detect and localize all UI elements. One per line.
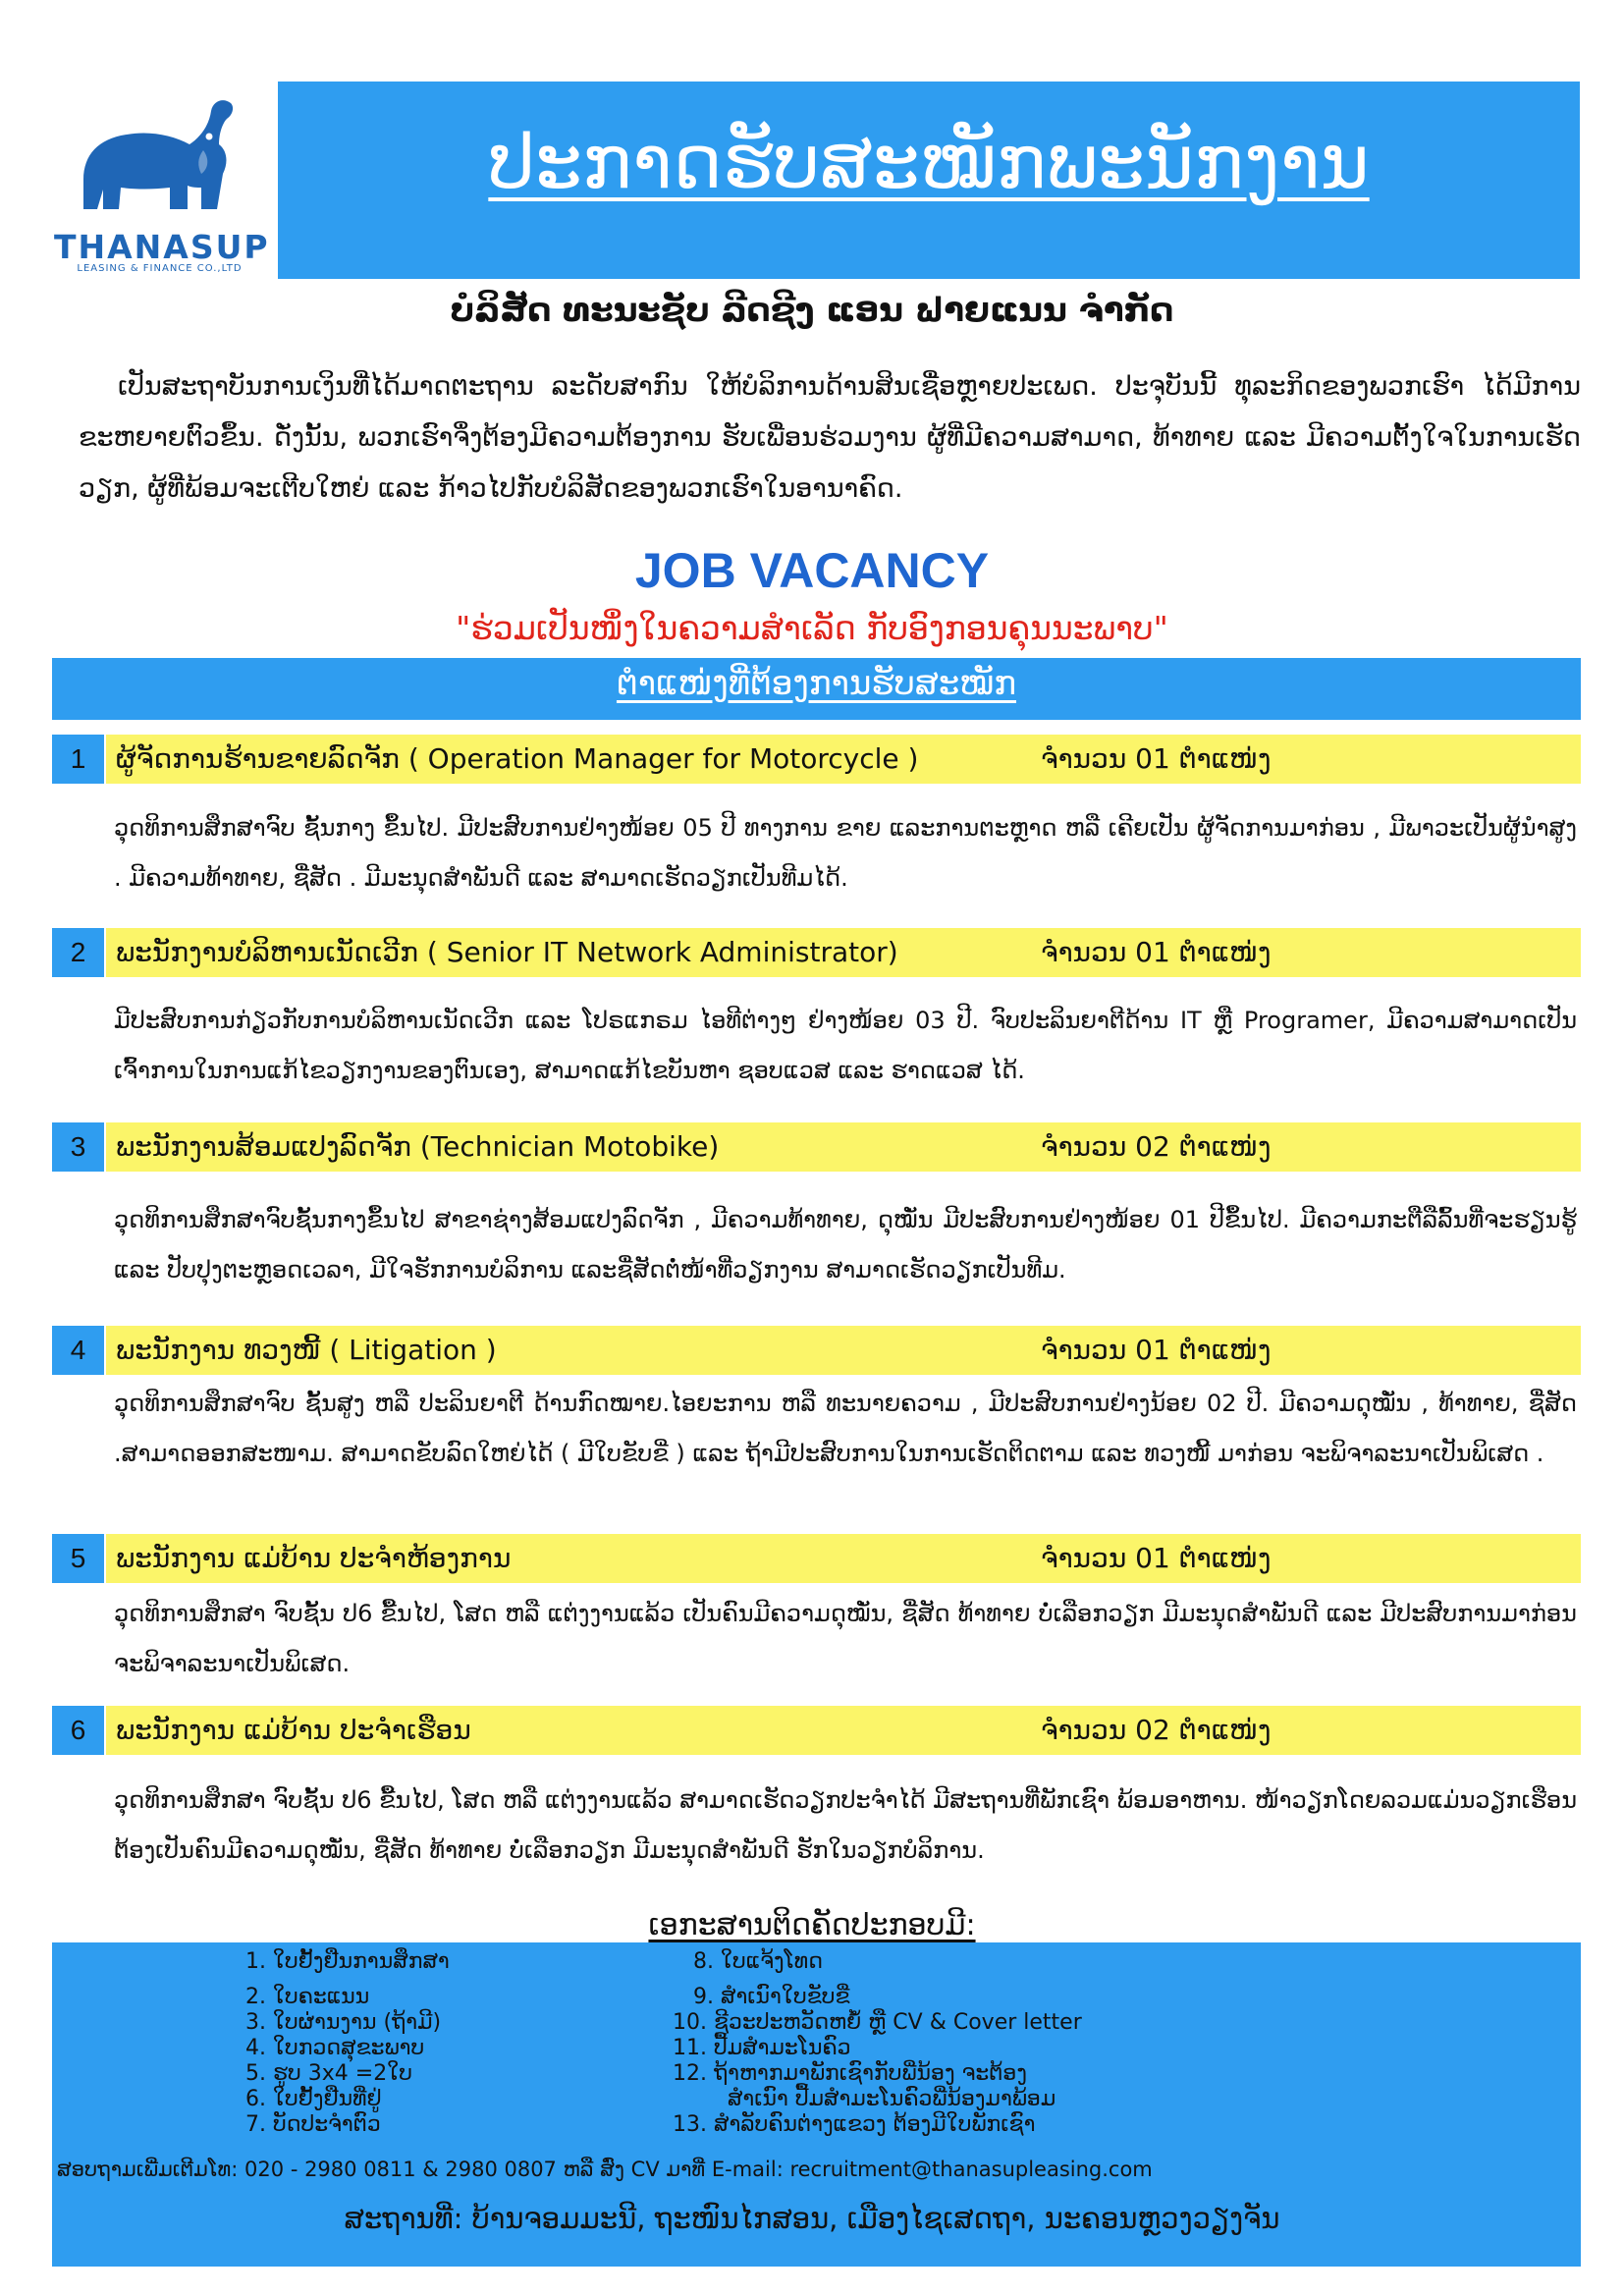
job-description: ວຸດທິການສຶກສາຈົບ ຊັ້ນສູງ ຫລື ປະລິນຍາຕີ ດ້ານກົດໝາຍ.ໄອຍະການ ຫລື ທະນາຍຄວາມ , ມີປະສົບການຢ່າງນ້ອຍ 02 ປີ. ມີຄວາມດຸໝັ່ນ , ທ້າທາຍ, ຊື່ສັດ .ສາມາດອອກສະໜາມ. ສາມາດຂັບລົດໃຫຍ່ໄດ້ ( ມີໃບຂັບຂີ່ ) ແລະ ຖ້າມີປະສົບການໃນການເຮັດຕິດຕາມ ແລະ ທວງໜີ້ ມາກ່ອນ ຈະພິຈາລະນາເປັນພິເສດ . <box>114 1390 1577 1467</box>
logo-subtitle: LEASING & FINANCE CO.,LTD <box>77 263 243 274</box>
job-number: 4 <box>52 1326 104 1375</box>
job-count: ຈຳນວນ 02 ຕຳແໜ່ງ <box>1041 1130 1272 1163</box>
job-title: ຜູ້ຈັດການຮ້ານຂາຍລົດຈັກ ( Operation Manager for Motorcycle ) <box>116 742 919 775</box>
document-item: 13. ສຳລັບຄົນຕ່າງແຂວງ ຕ້ອງມີໃບພັກເຊົາ <box>673 2112 1036 2137</box>
document-item: 7. ບັດປະຈຳຕົວ <box>245 2112 381 2137</box>
page-title: ປະກາດຮັບສະໝັກພະນັກງານ <box>488 118 1370 205</box>
document-item: 6. ໃບຢັ້ງຢືນທີ່ຢູ່ <box>245 2087 382 2111</box>
document-item: 2. ໃບຄະແນນ <box>245 1985 370 2009</box>
job-title: ພະນັກງານ ແມ່ບ້ານ ປະຈຳຫ້ອງການ <box>116 1542 512 1574</box>
job-count: ຈຳນວນ 02 ຕຳແໜ່ງ <box>1041 1714 1272 1746</box>
job-count: ຈຳນວນ 01 ຕຳແໜ່ງ <box>1041 1542 1272 1574</box>
job-description: ວຸດທິການສຶກສາຈົບຊັ້ນກາງຂຶ້ນໄປ ສາຂາຊ່າງສ້ອມແປງລົດຈັກ , ມີຄວາມທ້າທາຍ, ດຸໝັ່ນ ມີປະສົບການຢ່າງໜ້ອຍ 01 ປີຂຶ້ນໄປ. ມີຄວາມກະຕືລືລົ້ນທີ່ຈະຮຽນຮູ້ ແລະ ປັບປຸງຕະຫຼອດເວລາ, ມີໃຈຮັກການບໍລິການ ແລະຊື່ສັດຕໍ່ໜ້າທີ່ວຽກງານ ສາມາດເຮັດວຽກເປັນທີມ. <box>114 1206 1577 1284</box>
document-item: 3. ໃບຜ່ານງານ (ຖ້າມີ) <box>245 2010 442 2035</box>
intro-paragraph: ເປັນສະຖາບັນການເງິນທີ່ໄດ້ມາດຕະຖານ ລະດັບສາກົນ ໃຫ້ບໍລິການດ້ານສິນເຊື່ອຫຼາຍປະເພດ. ປະຈຸບັນນີ້ ທຸລະກິດຂອງພວກເຮົາ ໄດ້ມີການຂະຫຍາຍຕົວຂຶ້ນ. ດັ່ງນັ້ນ, ພວກເຮົາຈຶ່ງຕ້ອງມີຄວາມຕ້ອງການ ຮັບເພື່ອນຮ່ວມງານ ຜູ້ທີ່ມີຄວາມສາມາດ, ທ້າທາຍ ແລະ ມີຄວາມຕັ້ງໃຈໃນການເຮັດວຽກ, ຜູ້ທີ່ພ້ອມຈະເຕີບໃຫຍ່ ແລະ ກ້າວໄປກັບບໍລິສັດຂອງພວກເຮົາໃນອານາຄົດ. <box>79 371 1581 504</box>
logo-name: THANASUP <box>54 228 270 266</box>
document-item: ສຳເນົາ ປື້ມສຳມະໂນຄົວພີ່ນ້ອງມາພ້ອມ <box>673 2087 1056 2111</box>
slogan: "ຮ່ວມເປັນໜຶ່ງໃນຄວາມສຳເລັດ ກັບອົງກອນຄຸນນະພາບ" <box>456 609 1168 647</box>
documents-heading: ເອກະສານຕິດຄັດປະກອບມີ: <box>648 1908 976 1942</box>
document-item: 11. ປື້ມສຳມະໂນຄົວ <box>673 2036 851 2060</box>
document-item: 9. ສຳເນົາໃບຂັບຂີ່ <box>693 1985 850 2009</box>
job-count: ຈຳນວນ 01 ຕຳແໜ່ງ <box>1041 936 1272 968</box>
document-item: 12. ຖ້າຫາກມາພັກເຊົາກັບພີ່ນ້ອງ ຈະຕ້ອງ <box>673 2061 1027 2086</box>
document-item: 4. ໃບກວດສຸຂະພາບ <box>245 2036 425 2060</box>
document-item: 1. ໃບຢັ້ງຢືນການສຶກສາ <box>245 1949 450 1974</box>
job-vacancy-heading: JOB VACANCY <box>634 543 990 598</box>
elephant-icon <box>54 93 265 231</box>
job-number: 5 <box>52 1534 104 1583</box>
job-description: ວຸດທິການສຶກສາ ຈົບຊັ້ນ ປ6 ຂື້ນໄປ, ໂສດ ຫລື ແຕ່ງງານແລ້ວ ເປັນຄົນມີຄວາມດຸໝັ່ນ, ຊື່ສັດ ທ້າທາຍ ບໍ່ເລືອກວຽກ ມີມະນຸດສຳພັນດີ ແລະ ມີປະສົບການມາກ່ອນ ຈະພິຈາລະນາເປັນພິເສດ. <box>114 1600 1577 1677</box>
positions-title: ຕຳແໜ່ງທີ່ຕ້ອງການຮັບສະໝັກ <box>616 664 1017 703</box>
job-description: ວຸດທິການສຶກສາ ຈົບຊັ້ນ ປ6 ຂື້ນໄປ, ໂສດ ຫລື ແຕ່ງງານແລ້ວ ສາມາດເຮັດວຽກປະຈຳໄດ້ ມີສະຖານທີ່ພັກເຊົາ ພ້ອມອາຫານ. ໜ້າວຽກໂດຍລວມແມ່ນວຽກເຮືອນ ຕ້ອງເປັນຄົນມີຄວາມດຸໝັ່ນ, ຊື່ສັດ ທ້າທາຍ ບໍ່ເລືອກວຽກ ມີມະນຸດສຳພັນດີ ຮັກໃນວຽກບໍລິການ. <box>114 1786 1577 1864</box>
job-count: ຈຳນວນ 01 ຕຳແໜ່ງ <box>1041 1334 1272 1366</box>
job-number: 3 <box>52 1122 104 1172</box>
company-name: ບໍລິສັດ ທະນະຊັບ ລີດຊີງ ແອນ ຟາຍແນນ ຈຳກັດ <box>450 291 1174 330</box>
job-number: 2 <box>52 928 104 977</box>
document-item: 5. ຮູບ 3x4 =2ໃບ <box>245 2061 412 2086</box>
address-line: ສະຖານທີ່: ບ້ານຈອມມະນີ, ຖະໜົນໄກສອນ, ເມືອງໄຊເສດຖາ, ນະຄອນຫຼວງວຽງຈັນ <box>344 2202 1280 2235</box>
job-title: ພະນັກງານບໍລິຫານເນັດເວີກ ( Senior IT Network Administrator) <box>116 936 898 968</box>
job-description: ມີປະສົບການກ່ຽວກັບການບໍລິຫານເນັດເວີກ ແລະ ໂປຣແກຣມ ໄອທີຕ່າງໆ ຢ່າງໜ້ອຍ 03 ປີ. ຈົບປະລິນຍາຕີດ້ານ IT ຫຼື Programer, ມີຄວາມສາມາດເປັນເຈົ້າການໃນການແກ້ໄຂວຽກງານຂອງຕົນເອງ, ສາມາດແກ້ໄຂບັນຫາ ຊອບແວສ ແລະ ຮາດແວສ ໄດ້. <box>114 1007 1577 1084</box>
job-count: ຈຳນວນ 01 ຕຳແໜ່ງ <box>1041 742 1272 775</box>
contact-line: ສອບຖາມເພີ່ມເຕີມໂທ: 020 - 2980 0811 & 2980 0807 ຫລື ສົ່ງ CV ມາທີ່ E-mail: recruitment@thanasupleasing.com <box>57 2158 1153 2181</box>
document-item: 8. ໃບແຈ້ງໂທດ <box>693 1949 823 1974</box>
document-item: 10. ຊີວະປະຫວັດຫຍໍ້ ຫຼື CV & Cover letter <box>673 2010 1082 2035</box>
job-title: ພະນັກງານ ທວງໜີ້ ( Litigation ) <box>116 1334 497 1366</box>
job-description: ວຸດທິການສຶກສາຈົບ ຊັ້ນກາງ ຂຶ້ນໄປ. ມີປະສົບການຢ່າງໜ້ອຍ 05 ປີ ທາງການ ຂາຍ ແລະການຕະຫຼາດ ຫລື ເຄີຍເປັນ ຜູ້ຈັດການມາກ່ອນ , ມີພາວະເປັນຜູ້ນຳສູງ . ມີຄວາມທ້າທາຍ, ຊື່ສັດ . ມີມະນຸດສຳພັນດີ ແລະ ສາມາດເຮັດວຽກເປັນທີມໄດ້. <box>114 814 1577 892</box>
job-title: ພະນັກງານສ້ອມແປງລົດຈັກ (Technician Motobike) <box>116 1130 720 1163</box>
job-number: 1 <box>52 735 104 784</box>
job-number: 6 <box>52 1706 104 1755</box>
job-title: ພະນັກງານ ແມ່ບ້ານ ປະຈຳເຮືອນ <box>116 1714 471 1746</box>
